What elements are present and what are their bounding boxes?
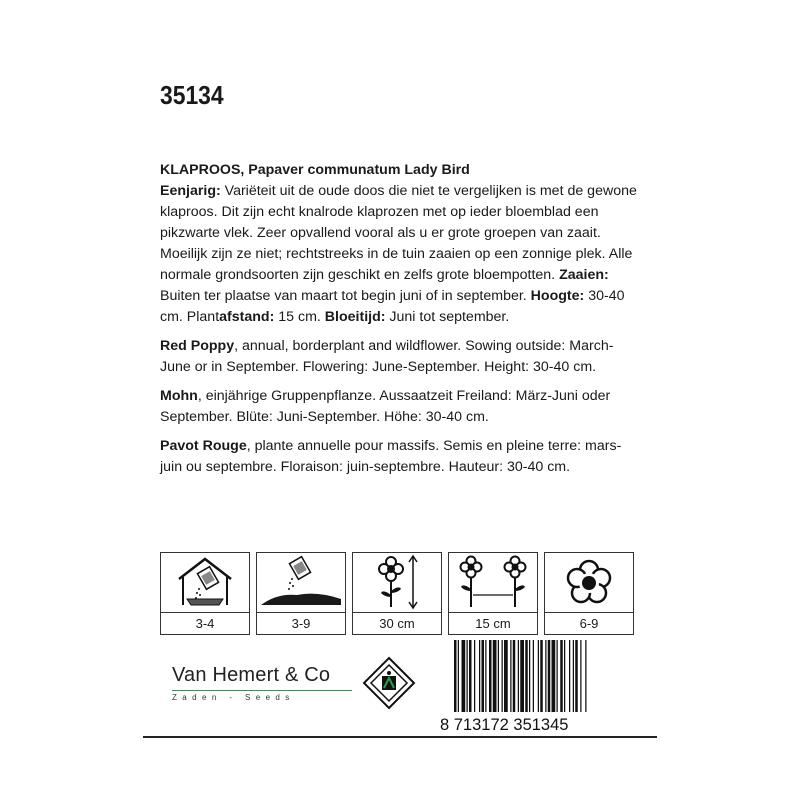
de-label: Mohn xyxy=(160,388,198,404)
nl-text-4: 15 cm. xyxy=(274,309,325,325)
fr-label: Pavot Rouge xyxy=(160,438,247,454)
flowering-icon xyxy=(545,553,633,611)
brand-rule xyxy=(172,690,352,691)
plant-spacing-icon xyxy=(449,553,537,611)
brand-name: Van Hemert & Co xyxy=(172,664,331,686)
icon-label: 6-9 xyxy=(545,612,633,636)
description xyxy=(160,160,640,486)
en-text: , annual, borderplant and wildflower. Sowing outside: March-June or in September. Flowering: June-September. Height: 30-40 cm. xyxy=(160,338,614,375)
icon-box-indoor-sowing xyxy=(160,552,250,635)
brand-tagline: Zaden - Seeds xyxy=(172,693,295,702)
icon-label: 15 cm xyxy=(449,612,537,636)
nl-text-5: Juni tot september. xyxy=(385,309,510,325)
nl-text-2: Buiten ter plaatse van maart tot begin juni of in september. xyxy=(160,288,531,304)
bottom-divider xyxy=(143,736,657,738)
fr-text: , plante annuelle pour massifs. Semis en pleine terre: mars-juin ou septembre. Floraison: juin-septembre. Hauteur: 30-40 cm. xyxy=(160,438,622,475)
product-title: KLAPROOS, Papaver communatum Lady Bird xyxy=(160,162,470,178)
nl-text-1: Variëteit uit de oude doos die niet te vergelijken is met de gewone klaproos. Dit zijn echt knalrode klaprozen met op ieder bloemblad een pikzwarte vlek. Zeer opvallend vooral als u er grote groepen van zaait. Moeilijk zijn ze niet; rechtstreeks in de tuin zaaien op een zonnige plek. Alle normale grondsoorten zijn geschikt en zelfs grote bloempotten. xyxy=(160,183,637,283)
barcode-digits: 8 713172 351345 xyxy=(440,716,569,732)
indoor-sowing-icon xyxy=(161,553,249,611)
icon-label: 3-4 xyxy=(161,612,249,636)
icon-label: 3-9 xyxy=(257,612,345,636)
label-bloeitijd: Bloeitijd: xyxy=(324,309,386,325)
en-label: Red Poppy xyxy=(160,338,235,354)
dutch-description xyxy=(160,160,640,328)
outdoor-sowing-icon xyxy=(257,553,345,611)
icon-label: 30 cm xyxy=(353,612,441,636)
brand-emblem-icon xyxy=(362,656,416,710)
english-description xyxy=(160,336,640,378)
product-code: 35134 xyxy=(160,80,224,110)
icon-box-outdoor-sowing xyxy=(256,552,346,635)
icon-box-plant-height xyxy=(352,552,442,635)
french-description xyxy=(160,436,640,478)
barcode xyxy=(440,640,642,732)
label-hoogte: Hoogte: xyxy=(530,288,585,304)
sowing-icons-row xyxy=(160,552,640,636)
label-afstand: afstand: xyxy=(219,309,275,325)
de-text: , einjährige Gruppenpflanze. Aussaatzeit Freiland: März-Juni oder September. Blüte: Juni-September. Höhe: 30-40 cm. xyxy=(160,388,611,425)
label-zaaien: Zaaien: xyxy=(559,267,609,283)
label-eenjarig: Eenjarig: xyxy=(160,183,221,199)
nl-text-3: 30-40 cm. Plant xyxy=(160,288,625,325)
brand-logo xyxy=(172,664,362,702)
icon-box-plant-spacing xyxy=(448,552,538,635)
plant-height-icon xyxy=(353,553,441,611)
icon-box-flowering xyxy=(544,552,634,635)
german-description xyxy=(160,386,640,428)
